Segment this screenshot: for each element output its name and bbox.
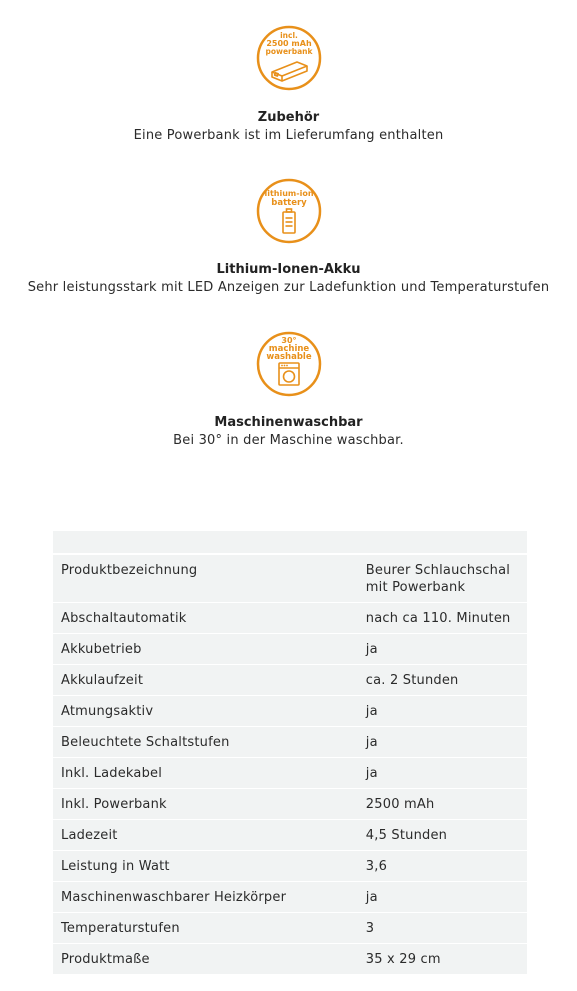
spec-key: Ladezeit [53, 820, 358, 851]
spec-value: 2500 mAh [358, 789, 527, 820]
spec-row [53, 665, 527, 696]
spec-key: Akkulaufzeit [53, 665, 358, 696]
spec-value: 3,6 [358, 851, 527, 882]
spec-key: Temperaturstufen [53, 913, 358, 944]
spec-key: Inkl. Ladekabel [53, 758, 358, 789]
spec-key: Inkl. Powerbank [53, 789, 358, 820]
feature-title: Lithium-Ionen-Akku [216, 262, 361, 277]
machine-washable-badge-icon [255, 330, 323, 398]
svg-text:machine: machine [268, 344, 309, 354]
spec-table [53, 531, 527, 974]
spec-row [53, 789, 527, 820]
spec-value: ja [358, 634, 527, 665]
feature-accessory [0, 24, 577, 143]
spec-key: Maschinenwaschbarer Heizkörper [53, 882, 358, 913]
spec-row [53, 727, 527, 758]
spec-key: Atmungsaktiv [53, 696, 358, 727]
powerbank-badge-icon [255, 24, 323, 92]
spec-row [53, 634, 527, 665]
spec-row [53, 944, 527, 975]
svg-text:battery: battery [270, 198, 307, 208]
svg-text:2500 mAh: 2500 mAh [265, 39, 312, 48]
spec-value: 4,5 Stunden [358, 820, 527, 851]
feature-machine-washable [0, 330, 577, 448]
spec-row [53, 820, 527, 851]
spec-value: Beurer Schlauchschal mit Powerbank [358, 555, 527, 603]
spec-row [53, 758, 527, 789]
feature-description: Sehr leistungsstark mit LED Anzeigen zur Ladefunktion und Temperaturstufen [27, 280, 550, 295]
spec-row [53, 913, 527, 944]
spec-table-header [53, 531, 527, 554]
spec-row [53, 603, 527, 634]
svg-text:incl.: incl. [279, 31, 298, 40]
spec-row [53, 882, 527, 913]
svg-text:30°: 30° [280, 336, 297, 345]
feature-description: Eine Powerbank ist im Lieferumfang enthalten [133, 128, 444, 143]
svg-text:lithium-ion: lithium-ion [263, 189, 314, 198]
spec-value: 3 [358, 913, 527, 944]
spec-value: ja [358, 696, 527, 727]
spec-key: Produktbezeichnung [53, 555, 358, 603]
spec-key: Abschaltautomatik [53, 603, 358, 634]
spec-table-body [53, 554, 527, 974]
spec-key: Leistung in Watt [53, 851, 358, 882]
feature-title: Zubehör [257, 110, 320, 125]
feature-description: Bei 30° in der Maschine waschbar. [173, 433, 404, 448]
lithium-ion-battery-badge-icon [255, 177, 323, 245]
spec-value: ca. 2 Stunden [358, 665, 527, 696]
spec-value: 35 x 29 cm [358, 944, 527, 975]
feature-title: Maschinenwaschbar [214, 415, 363, 430]
spec-value: ja [358, 727, 527, 758]
spec-row [53, 851, 527, 882]
spec-key: Beleuchtete Schaltstufen [53, 727, 358, 758]
spec-key: Akkubetrieb [53, 634, 358, 665]
spec-row [53, 555, 527, 603]
spec-value: ja [358, 758, 527, 789]
spec-row [53, 696, 527, 727]
spec-key: Produktmaße [53, 944, 358, 975]
spec-value: nach ca 110. Minuten [358, 603, 527, 634]
spec-value: ja [358, 882, 527, 913]
feature-lithium-battery [0, 177, 577, 295]
svg-text:washable: washable [265, 352, 312, 362]
svg-text:powerbank: powerbank [265, 47, 312, 56]
